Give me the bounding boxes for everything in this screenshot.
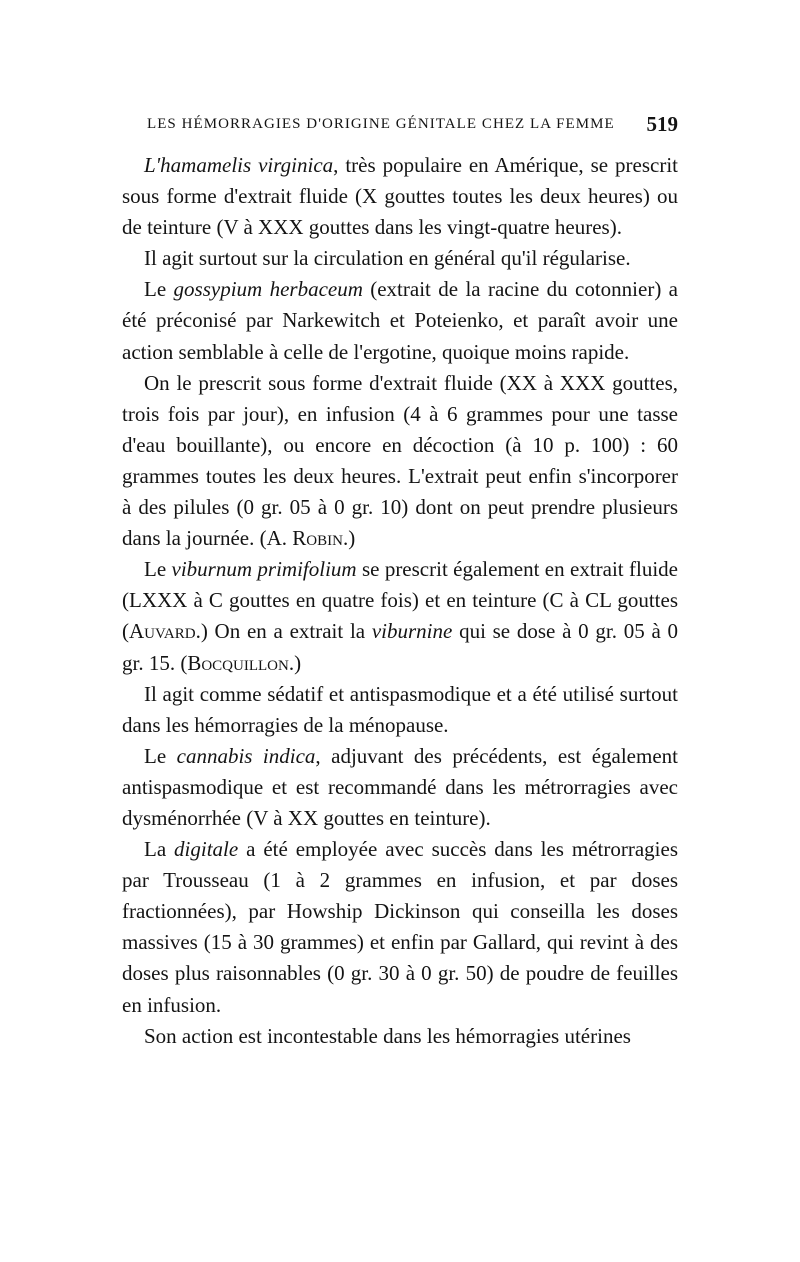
author-auvard: Auvard [129,619,196,644]
drug-name-cannabis: cannabis indica [176,743,316,768]
paragraph-cannabis [122,741,678,834]
paragraph-action [122,1021,678,1052]
paragraph-text: Son action est incontestable dans les hémorragies utérines [144,1023,631,1048]
paragraph-text: se prescrit également en extrait fluide (LXXX à C gouttes en quatre fois) et en teinture (C à CL gouttes ( [122,557,678,644]
paragraph-viburnum [122,554,678,678]
paragraph-digitale [122,834,678,1021]
drug-name-hamamelis: L'hamamelis virginica [144,153,334,177]
paragraph-text: , très populaire en Amérique, se prescrit sous forme d'extrait fluide (X gouttes toutes les deux heures) ou de teinture (V à XXX gouttes dans les vingt-quatre heures). [122,153,679,240]
paragraph-circulation [122,243,678,274]
paragraph-mid: .) On en a extrait la [195,619,372,644]
paragraph-tail: .) [342,526,356,551]
paragraph-lead: Le [144,743,177,768]
drug-name-viburnine: viburnine [371,619,453,644]
paragraph-text: a été employée avec succès dans les métrorragies par Trousseau (1 à 2 grammes en infusion, et par doses fractionnées), par Howship Dickinson qui conseilla les doses massives (15 à 30 grammes) et enfin par Gallard, qui revint à des doses plus raisonnables (0 gr. 30 à 0 gr. 50) de poudre de feuilles en infusion. [122,837,678,1017]
paragraph-lead: La [144,837,175,862]
paragraph-lead: Le [144,557,172,582]
running-head: LES HÉMORRAGIES D'ORIGINE GÉNITALE CHEZ LA FEMME [147,116,615,132]
body-text [122,150,678,1052]
paragraph-text: (extrait de la racine du cotonnier) a été préconisé par Narkewitch et Poteienko, et paraît avoir une action semblable à celle de l'ergotine, quoique moins rapide. [122,277,679,364]
paragraph-text: On le prescrit sous forme d'extrait fluide (XX à XXX gouttes, trois fois par jour), en infusion (4 à 6 grammes pour une tasse d'eau bouillante), ou encore en décoction (à 10 p. 100) : 60 grammes toutes les deux heures. L'extrait peut enfin s'incorporer à des pilules (0 gr. 05 à 0 gr. 10) dont on peut prendre plusieurs dans la journée. (A. [122,370,678,551]
drug-name-digitale: digitale [174,837,239,862]
page-header [147,112,682,146]
paragraph-lead: Le [144,277,174,302]
paragraph-gossypium [122,274,678,367]
drug-name-gossypium: gossypium herbaceum [173,277,363,302]
paragraph-dosage-gossypium [122,368,678,555]
paragraph-text: Il agit comme sédatif et antispasmodique et a été utilisé surtout dans les hémorragies de la ménopause. [122,681,678,737]
author-robin: Robin [292,526,343,551]
author-bocquillon: Bocquillon [187,650,289,675]
paragraph-sedatif [122,679,678,741]
paragraph-text: Il agit surtout sur la circulation en général qu'il régularise. [144,246,631,271]
paragraph-text-2: qui se dose à 0 gr. 05 à 0 gr. 15. ( [122,619,679,675]
drug-name-viburnum: viburnum primifolium [171,557,357,582]
paragraph-tail: .) [288,650,302,675]
paragraph-text: , adjuvant des précédents, est également antispasmodique et est recommandé dans les métrorragies avec dysménorrhée (V à XX gouttes en teinture). [122,743,678,830]
paragraph-hamamelis [122,150,678,243]
page-number: 519 [646,112,678,136]
